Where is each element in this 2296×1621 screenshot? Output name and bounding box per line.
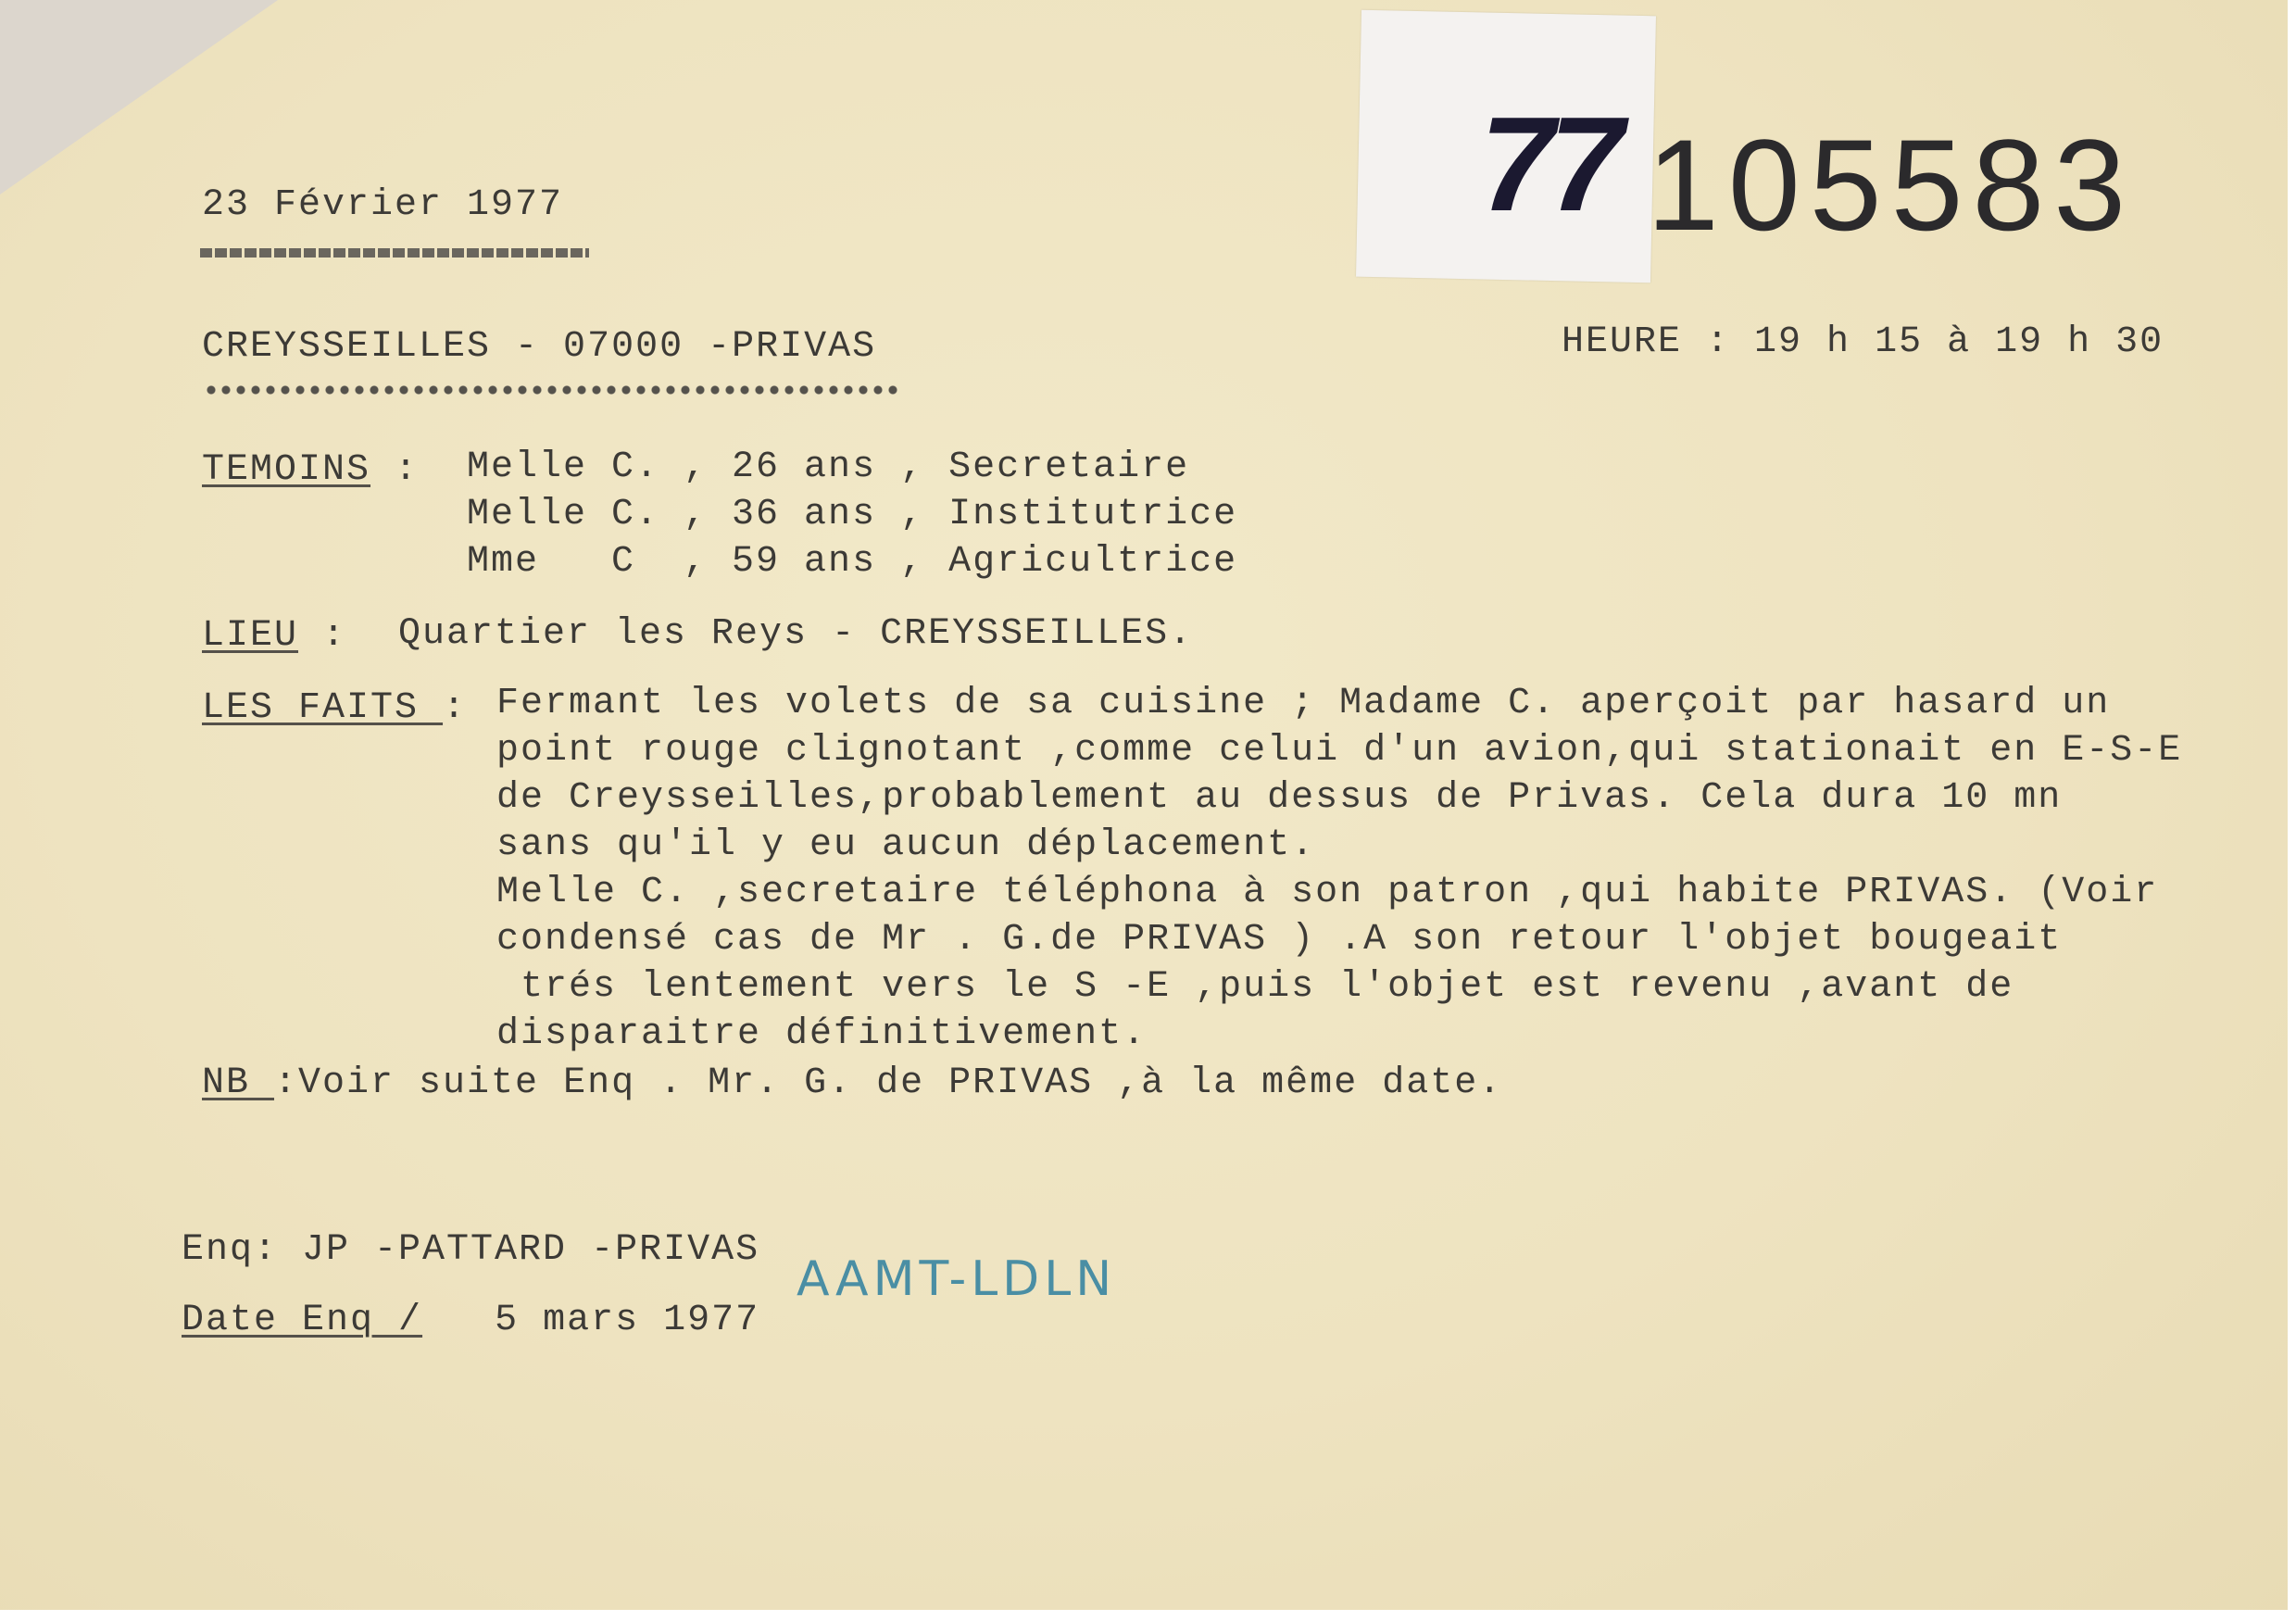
temoins-separator: : — [370, 449, 420, 491]
faits-line: condensé cas de Mr . G.de PRIVAS ) .A son retour l'objet bougeait — [496, 919, 2063, 961]
temoins-label-block — [202, 449, 420, 491]
time-block — [1562, 321, 2164, 363]
date-underline — [200, 248, 589, 258]
faits-line: trés lentement vers le S -E ,puis l'objet est revenu ,avant de — [496, 966, 2014, 1008]
faits-line: Melle C. ,secretaire téléphona à son patron ,qui habite PRIVAS. (Voir — [496, 872, 2159, 913]
lieu-separator: : — [298, 615, 347, 657]
enquete-date-value: 5 mars 1977 — [495, 1300, 760, 1341]
faits-label: LES FAITS — [202, 687, 444, 729]
nb-line — [202, 1062, 1503, 1104]
witness-row: Mme C , 59 ans , Agricultrice — [467, 541, 1238, 583]
lieu-value: Quartier les Reys - CREYSSEILLES. — [398, 613, 1194, 655]
report-date: 23 Février 1977 — [202, 184, 564, 226]
nb-text: :Voir suite Enq . Mr. G. de PRIVAS ,à la même date. — [274, 1062, 1503, 1104]
aamt-ldln-stamp: AAMT-LDLN — [797, 1251, 1117, 1307]
witness-row: Melle C. , 36 ans , Institutrice — [467, 494, 1238, 535]
lieu-label-block — [202, 615, 347, 657]
faits-label-block — [202, 687, 468, 729]
temoins-label: TEMOINS — [202, 449, 371, 491]
location-heading: CREYSSEILLES - 07000 -PRIVAS — [202, 326, 877, 368]
enquete-date-label: Date Enq / — [182, 1300, 423, 1341]
nb-label: NB — [202, 1062, 275, 1104]
faits-line: de Creysseilles,probablement au dessus de Privas. Cela dura 10 mn — [496, 777, 2063, 819]
faits-line: disparaitre définitivement. — [496, 1013, 1148, 1055]
reference-number-stamped: 105583 — [1647, 112, 2136, 258]
faits-separator: : — [443, 687, 468, 729]
page-right-margin — [2288, 0, 2296, 1621]
faits-line: sans qu'il y eu aucun déplacement. — [496, 824, 1316, 866]
time-value: 19 h 15 à 19 h 30 — [1754, 321, 2164, 363]
enquete-date-line — [182, 1302, 759, 1339]
enqueteur-line — [182, 1229, 760, 1271]
location-dotted-rule — [204, 383, 900, 396]
faits-line: Fermant les volets de sa cuisine ; Madame C. aperçoit par hasard un — [496, 683, 2111, 724]
reference-number-handwritten: 77 — [1480, 89, 1619, 239]
folded-corner — [0, 0, 278, 195]
time-label: HEURE : — [1562, 321, 1731, 363]
enqueteur-label: Enq: — [182, 1229, 279, 1271]
faits-line: point rouge clignotant ,comme celui d'un avion,qui stationait en E-S-E — [496, 730, 2183, 772]
lieu-label: LIEU — [202, 615, 299, 657]
enqueteur-value: JP -PATTARD -PRIVAS — [278, 1229, 760, 1271]
witness-row: Melle C. , 26 ans , Secretaire — [467, 446, 1190, 488]
page-bottom-margin — [0, 1610, 2296, 1621]
